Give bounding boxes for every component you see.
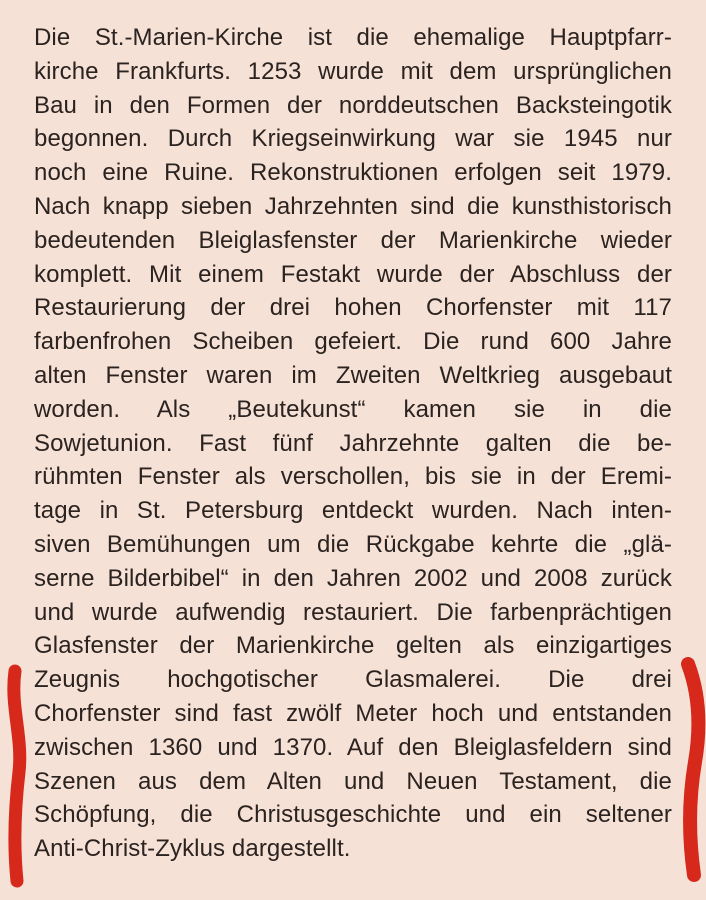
text-line-15: tage in St. Petersburg entdeckt wurden. Nach inten- [34, 497, 672, 525]
text-line-20: Zeugnis hochgotischer Glasmalerei. Die drei [34, 666, 672, 694]
text-line-25: Anti-Christ-Zyklus dargestellt. [34, 835, 351, 863]
text-line-8: komplett. Mit einem Festakt wurde der Abschluss der [34, 260, 672, 288]
red-marker-line-right [688, 664, 698, 875]
text-line-17: serne Bilderbibel“ in den Jahren 2002 und 2008 zurück [34, 564, 672, 592]
text-line-9: Restaurierung der drei hohen Chorfenster mit 117 [34, 294, 672, 322]
text-line-11: alten Fenster waren im Zweiten Weltkrieg ausgebaut [34, 361, 672, 389]
text-line-21: Chorfenster sind fast zwölf Meter hoch und entstanden [34, 699, 672, 727]
text-line-3: Bau in den Formen der norddeutschen Backsteingotik [34, 91, 672, 119]
text-line-5: noch eine Ruine. Rekonstruktionen erfolgen seit 1979. [34, 159, 672, 187]
text-line-12: worden. Als „Beutekunst“ kamen sie in die [34, 395, 672, 423]
text-line-18: und wurde aufwendig restauriert. Die farbenprächtigen [34, 598, 672, 626]
text-line-10: farbenfrohen Scheiben gefeiert. Die rund 600 Jahre [34, 328, 672, 356]
text-block [34, 21, 672, 866]
text-line-13: Sowjetunion. Fast fünf Jahrzehnte galten die be- [34, 429, 672, 457]
text-line-14: rühmten Fenster als verschollen, bis sie in der Eremi- [34, 463, 672, 491]
text-line-24: Schöpfung, die Christusgeschichte und ein seltener [34, 801, 672, 829]
text-line-23: Szenen aus dem Alten und Neuen Testament, die [34, 767, 672, 795]
text-line-7: bedeutenden Bleiglasfenster der Marienkirche wieder [34, 226, 672, 254]
text-line-22: zwischen 1360 und 1370. Auf den Bleiglasfeldern sind [34, 733, 672, 761]
text-line-4: begonnen. Durch Kriegseinwirkung war sie 1945 nur [34, 125, 672, 153]
text-line-6: Nach knapp sieben Jahrzehnten sind die kunsthistorisch [34, 192, 672, 220]
text-line-1: Die St.-Marien-Kirche ist die ehemalige Hauptpfarr- [34, 24, 672, 51]
red-marker-line-left [14, 671, 20, 881]
text-line-19: Glasfenster der Marienkirche gelten als einzigartiges [34, 632, 672, 660]
text-line-16: siven Bemühungen um die Rückgabe kehrte die „glä- [34, 530, 672, 558]
text-line-2: kirche Frankfurts. 1253 wurde mit dem ursprünglichen [34, 57, 672, 85]
